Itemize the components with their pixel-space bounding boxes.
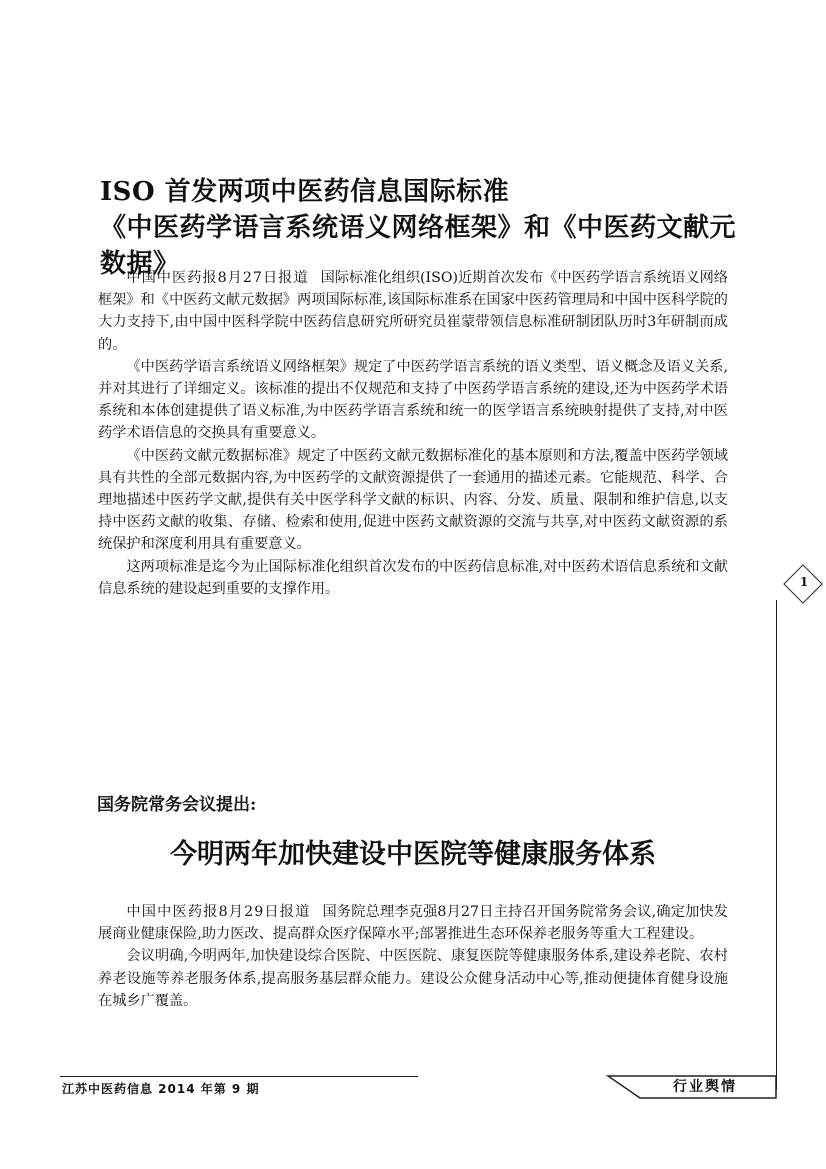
article-body (98, 267, 728, 600)
journal-issue: 江苏中医药信息 2014 年第 9 期 (62, 1082, 260, 1096)
margin-rule (776, 600, 777, 1090)
paragraph: 中国中医药报8月27日报道 国际标准化组织(ISO)近期首次发布《中医药学语言系统语义网络框架》和《中医药文献元数据》两项国际标准,该国际标准系在国家中医药管理局和中国中医科学院的大力支持下,由中国中医科学院中医药信息研究所研究员崔蒙带领信息标准研制团队历时3年研制而成的。 (98, 270, 728, 353)
article-title-line1: ISO 首发两项中医药信息国际标准 (100, 177, 510, 207)
article-title: 今明两年加快建设中医院等健康服务体系 (170, 839, 656, 870)
paragraph: 会议明确,今明两年,加快建设综合医院、中医医院、康复医院等健康服务体系,建设养老院、农村养老设施等养老服务体系,提高服务基层群众能力。建设公众健身活动中心等,推动便捷体育健身设施在城乡广覆盖。 (98, 948, 728, 1009)
article-title (100, 174, 740, 282)
article-body (98, 901, 728, 1012)
page-number: 1 (799, 575, 809, 589)
paragraph: 《中医药学语言系统语义网络框架》规定了中医药学语言系统的语义类型、语义概念及语义关系,并对其进行了详细定义。该标准的提出不仅规范和支持了中医药学语言系统的建设,还为中医药学术语系统和本体创建提供了语义标准,为中医药学语言系统和统一的医学语言系统映射提供了支持,对中医药学术语信息的交换具有重要意义。 (98, 358, 728, 442)
article-subhead: 国务院常务会议提出: (97, 795, 257, 815)
paragraph: 这两项标准是迄今为止国际标准化组织首次发布的中医药信息标准,对中医药术语信息系统和文献信息系统的建设起到重要的支撑作用。 (98, 558, 728, 597)
article-title-line2: 《中医药学语言系统语义网络框架》和《中医药文献元数据》 (100, 213, 737, 279)
footer-rule (60, 1076, 418, 1077)
dateline: 中国中医药报8月29日报道 (126, 904, 311, 920)
paragraph: 中国中医药报8月29日报道 国务院总理李克强8月27日主持召开国务院常务会议,确定加快发展商业健康保险,助力医改、提高群众医疗保障水平;部署推进生态环保养老服务等重大工程建设。 (98, 904, 728, 943)
dateline: 中国中医药报8月27日报道 (126, 270, 309, 286)
section-tag: 行业舆情 (673, 1079, 737, 1095)
paragraph: 《中医药文献元数据标准》规定了中医药文献元数据标准化的基本原则和方法,覆盖中医药学领域具有共性的全部元数据内容,为中医药学的文献资源提供了一套通用的描述元素。它能规范、科学、合理地描述中医药学文献,提供有关中医学科学文献的标识、内容、分发、质量、限制和维护信息,以支持中医药文献的收集、存储、检索和使用,促进中医药文献资源的交流与共享,对中医药文献资源的系统保护和深度利用具有重要意义。 (98, 447, 728, 553)
